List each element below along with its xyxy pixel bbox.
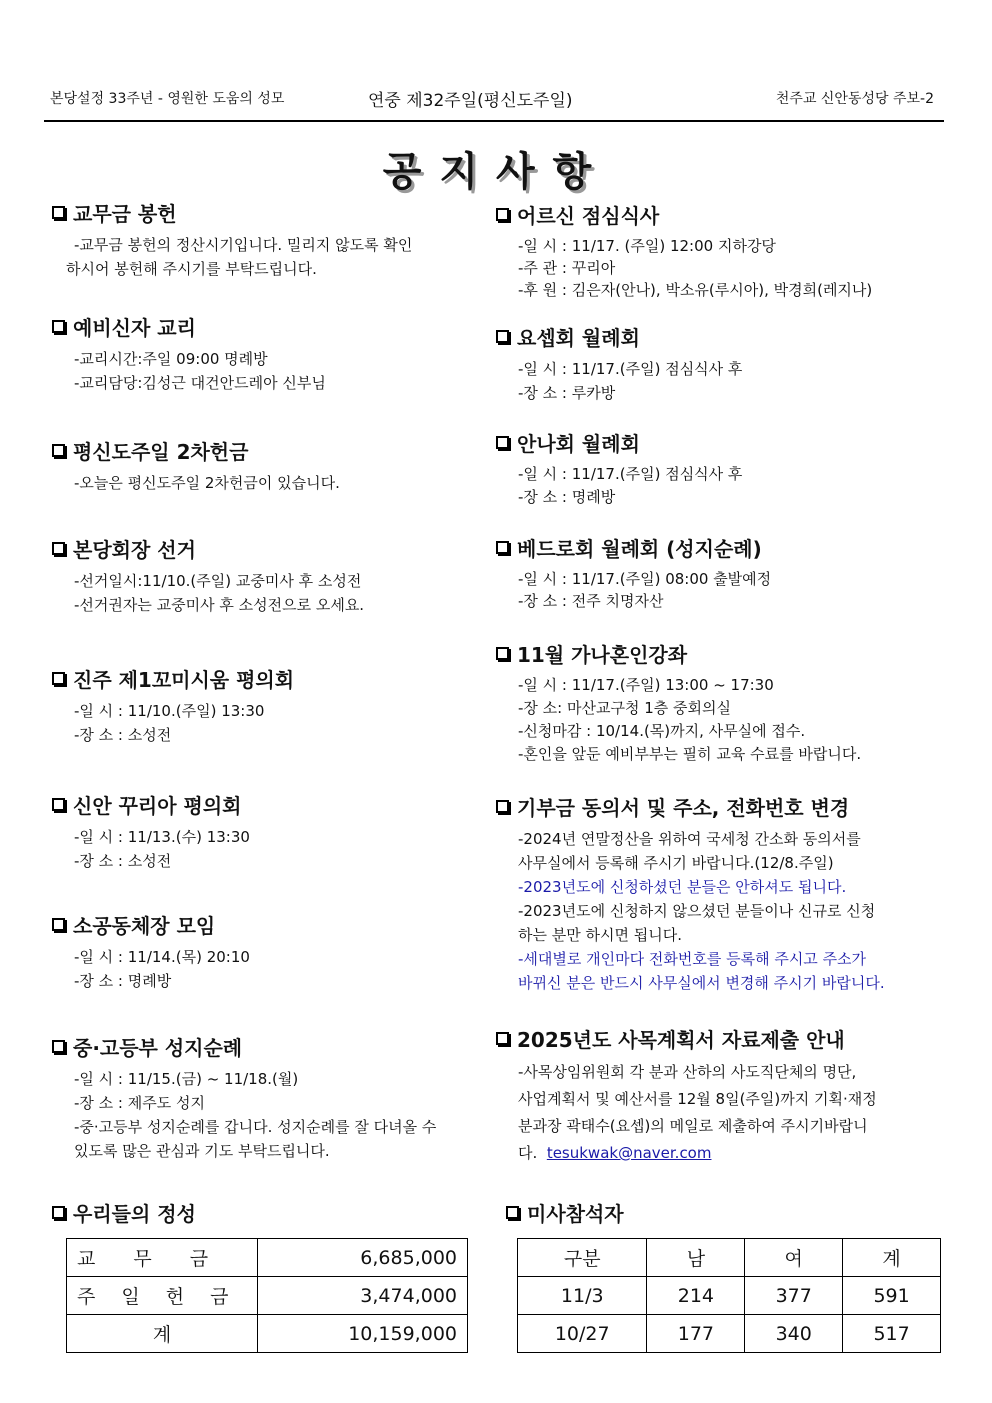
notice-line: 바뀌신 분은 반드시 사무실에서 변경해 주시기 바랍니다.	[518, 974, 885, 992]
notice-line: 하는 분만 하시면 됩니다.	[518, 926, 682, 944]
checkbox-icon	[52, 1206, 65, 1219]
notice-line: -장 소 : 소성전	[74, 852, 172, 870]
notice-line: -2024년 연말정산을 위하여 국세청 간소화 동의서를	[518, 830, 861, 848]
checkbox-icon	[52, 798, 65, 811]
notice-line: -장 소 : 제주도 성지	[74, 1094, 205, 1112]
header-left: 본당설정 33주년 - 영원한 도움의 성모	[50, 91, 285, 107]
notice-second-collection	[52, 436, 340, 495]
section-title: 예비신자 교리	[73, 316, 196, 340]
notice-elders-lunch	[496, 200, 872, 301]
attendance-table	[517, 1238, 941, 1353]
section-title: 11월 가나혼인강좌	[517, 643, 688, 667]
notice-line: -장 소 : 명례방	[74, 972, 172, 990]
table-cell: 10,159,000	[258, 1315, 468, 1353]
notice-joseph-meeting	[496, 322, 742, 405]
notice-line: -중·고등부 성지순례를 갑니다. 성지순례를 잘 다녀올 수	[74, 1118, 437, 1136]
notice-line: -2023년도에 신청하셨던 분들은 안하셔도 됩니다.	[518, 878, 847, 896]
table-cell: 3,474,000	[258, 1277, 468, 1315]
table-cell: 214	[647, 1277, 745, 1315]
notice-line: -선거일시:11/10.(주일) 교중미사 후 소성전	[74, 572, 362, 590]
notice-line: 하시어 봉헌해 주시기를 부탁드립니다.	[66, 260, 317, 278]
checkbox-icon	[496, 436, 509, 449]
table-cell: 591	[843, 1277, 941, 1315]
checkbox-icon	[52, 444, 65, 457]
section-title: 교무금 봉헌	[73, 202, 177, 226]
notice-line: -일 시 : 11/17.(주일) 점심식사 후	[518, 360, 743, 378]
section-title: 진주 제1꼬미시움 평의회	[73, 668, 295, 692]
notice-election	[52, 534, 364, 617]
section-title: 어르신 점심식사	[517, 204, 660, 228]
checkbox-icon	[496, 1032, 509, 1045]
notice-anna-meeting	[496, 428, 742, 509]
table-row	[67, 1315, 468, 1353]
section-title: 요셉회 월례회	[517, 326, 640, 350]
table-row	[518, 1315, 941, 1353]
table-row	[67, 1277, 468, 1315]
notice-donation-consent	[496, 792, 885, 995]
checkbox-icon	[506, 1206, 519, 1219]
notice-line: 사업계획서 및 예산서를 12월 8일(주일)까지 기획·재정	[518, 1090, 877, 1108]
table-header-cell: 계	[843, 1239, 941, 1277]
notice-line: 사무실에서 등록해 주시기 바랍니다.(12/8.주일)	[518, 854, 834, 872]
checkbox-icon	[52, 206, 65, 219]
notice-tithe	[52, 198, 412, 281]
notice-line: -사목상임위원회 각 분과 산하의 사도직단체의 명단,	[518, 1063, 857, 1081]
table-header-cell: 여	[745, 1239, 843, 1277]
email-link[interactable]: tesukwak@naver.com	[546, 1144, 712, 1162]
notice-line: -장 소: 마산교구청 1층 중회의실	[518, 699, 731, 717]
notice-line: -일 시 : 11/10.(주일) 13:30	[74, 702, 265, 720]
notice-line: -일 시 : 11/17.(주일) 13:00 ~ 17:30	[518, 676, 774, 694]
notice-line: -일 시 : 11/17. (주일) 12:00 지하강당	[518, 237, 776, 255]
table-header-cell: 구분	[518, 1239, 647, 1277]
notice-line: 분과장 곽태수(요셉)의 메일로 제출하여 주시기바랍니	[518, 1117, 868, 1135]
section-title: 기부금 동의서 및 주소, 전화번호 변경	[517, 796, 850, 820]
table-cell: 6,685,000	[258, 1239, 468, 1277]
table-cell: 계	[67, 1315, 258, 1353]
header-right: 천주교 신안동성당 주보-2	[775, 91, 934, 107]
notice-line: -장 소 : 명례방	[518, 488, 616, 506]
notice-line: -오늘은 평신도주일 2차헌금이 있습니다.	[74, 474, 340, 492]
notice-line: -일 시 : 11/13.(수) 13:30	[74, 828, 250, 846]
section-title: 소공동체장 모임	[73, 914, 216, 938]
section-title: 중·고등부 성지순례	[73, 1036, 243, 1060]
checkbox-icon	[496, 800, 509, 813]
notice-line: -세대별로 개인마다 전화번호를 등록해 주시고 주소가	[518, 950, 867, 968]
notice-line: -장 소 : 전주 치명자산	[518, 592, 664, 610]
checkbox-icon	[496, 541, 509, 554]
checkbox-icon	[496, 208, 509, 221]
section-title: 베드로회 월례회 (성지순례)	[517, 537, 762, 561]
table-cell: 주 일 헌 금	[67, 1277, 258, 1315]
notice-youth-pilgrimage	[52, 1032, 436, 1163]
notice-community-leaders	[52, 910, 250, 993]
notice-line: -2023년도에 신청하지 않으셨던 분들이나 신규로 신청	[518, 902, 876, 920]
table-header-cell: 남	[647, 1239, 745, 1277]
offerings-table	[66, 1238, 468, 1353]
table-row	[67, 1239, 468, 1277]
notice-line: -일 시 : 11/17.(주일) 점심식사 후	[518, 465, 743, 483]
checkbox-icon	[496, 647, 509, 660]
notice-line: -교리담당:김성근 대건안드레아 신부님	[74, 374, 326, 392]
table-row	[518, 1277, 941, 1315]
page-title: 공지사항	[382, 149, 610, 195]
table-cell: 340	[745, 1315, 843, 1353]
notice-line: -장 소 : 소성전	[74, 726, 172, 744]
table-header-row	[518, 1239, 941, 1277]
notice-pastoral-plan	[496, 1024, 877, 1167]
notice-curia	[52, 790, 250, 873]
notice-line: -일 시 : 11/15.(금) ~ 11/18.(월)	[74, 1070, 299, 1088]
checkbox-icon	[52, 672, 65, 685]
section-title: 신안 꾸리아 평의회	[73, 794, 242, 818]
table-cell: 377	[745, 1277, 843, 1315]
notice-line: -혼인을 앞둔 예비부부는 필히 교육 수료를 바랍니다.	[518, 745, 862, 763]
attendance-section	[506, 1198, 624, 1233]
section-title: 안나회 월례회	[517, 432, 640, 456]
notice-line: -교무금 봉헌의 정산시기입니다. 밀리지 않도록 확인	[74, 236, 413, 254]
table-cell: 177	[647, 1315, 745, 1353]
checkbox-icon	[52, 542, 65, 555]
notice-line: -선거권자는 교중미사 후 소성전으로 오세요.	[74, 596, 365, 614]
notice-line: -신청마감 : 10/14.(목)까지, 사무실에 접수.	[518, 722, 806, 740]
section-title: 본당회장 선거	[73, 538, 196, 562]
notice-catechumen	[52, 312, 326, 395]
checkbox-icon	[52, 1040, 65, 1053]
section-title: 평신도주일 2차헌금	[73, 440, 249, 464]
offerings-section	[52, 1198, 196, 1233]
notice-line: -주 관 : 꾸리아	[518, 259, 616, 277]
table-cell: 517	[843, 1315, 941, 1353]
offerings-title: 우리들의 정성	[73, 1202, 196, 1226]
checkbox-icon	[52, 918, 65, 931]
notice-line: 있도록 많은 관심과 기도 부탁드립니다.	[74, 1142, 330, 1160]
notice-comitium	[52, 664, 294, 747]
table-cell: 10/27	[518, 1315, 647, 1353]
notice-line: -장 소 : 루카방	[518, 384, 616, 402]
notice-line: -후 원 : 김은자(안나), 박소유(루시아), 박경희(레지나)	[518, 281, 873, 299]
notice-line: -일 시 : 11/17.(주일) 08:00 출발예정	[518, 570, 772, 588]
checkbox-icon	[496, 330, 509, 343]
notice-line	[496, 1140, 877, 1167]
header-rule	[44, 120, 944, 122]
attendance-title: 미사참석자	[527, 1202, 624, 1226]
header-center: 연중 제32주일(평신도주일)	[368, 91, 573, 111]
notice-cana-marriage	[496, 639, 861, 766]
notice-peter-meeting	[496, 533, 771, 612]
notice-line: -교리시간:주일 09:00 명례방	[74, 350, 268, 368]
section-title: 2025년도 사목계획서 자료제출 안내	[517, 1028, 845, 1052]
table-cell: 11/3	[518, 1277, 647, 1315]
notice-line-end: 다.	[518, 1144, 538, 1162]
checkbox-icon	[52, 320, 65, 333]
table-cell: 교 무 금	[67, 1239, 258, 1277]
notice-line: -일 시 : 11/14.(목) 20:10	[74, 948, 250, 966]
